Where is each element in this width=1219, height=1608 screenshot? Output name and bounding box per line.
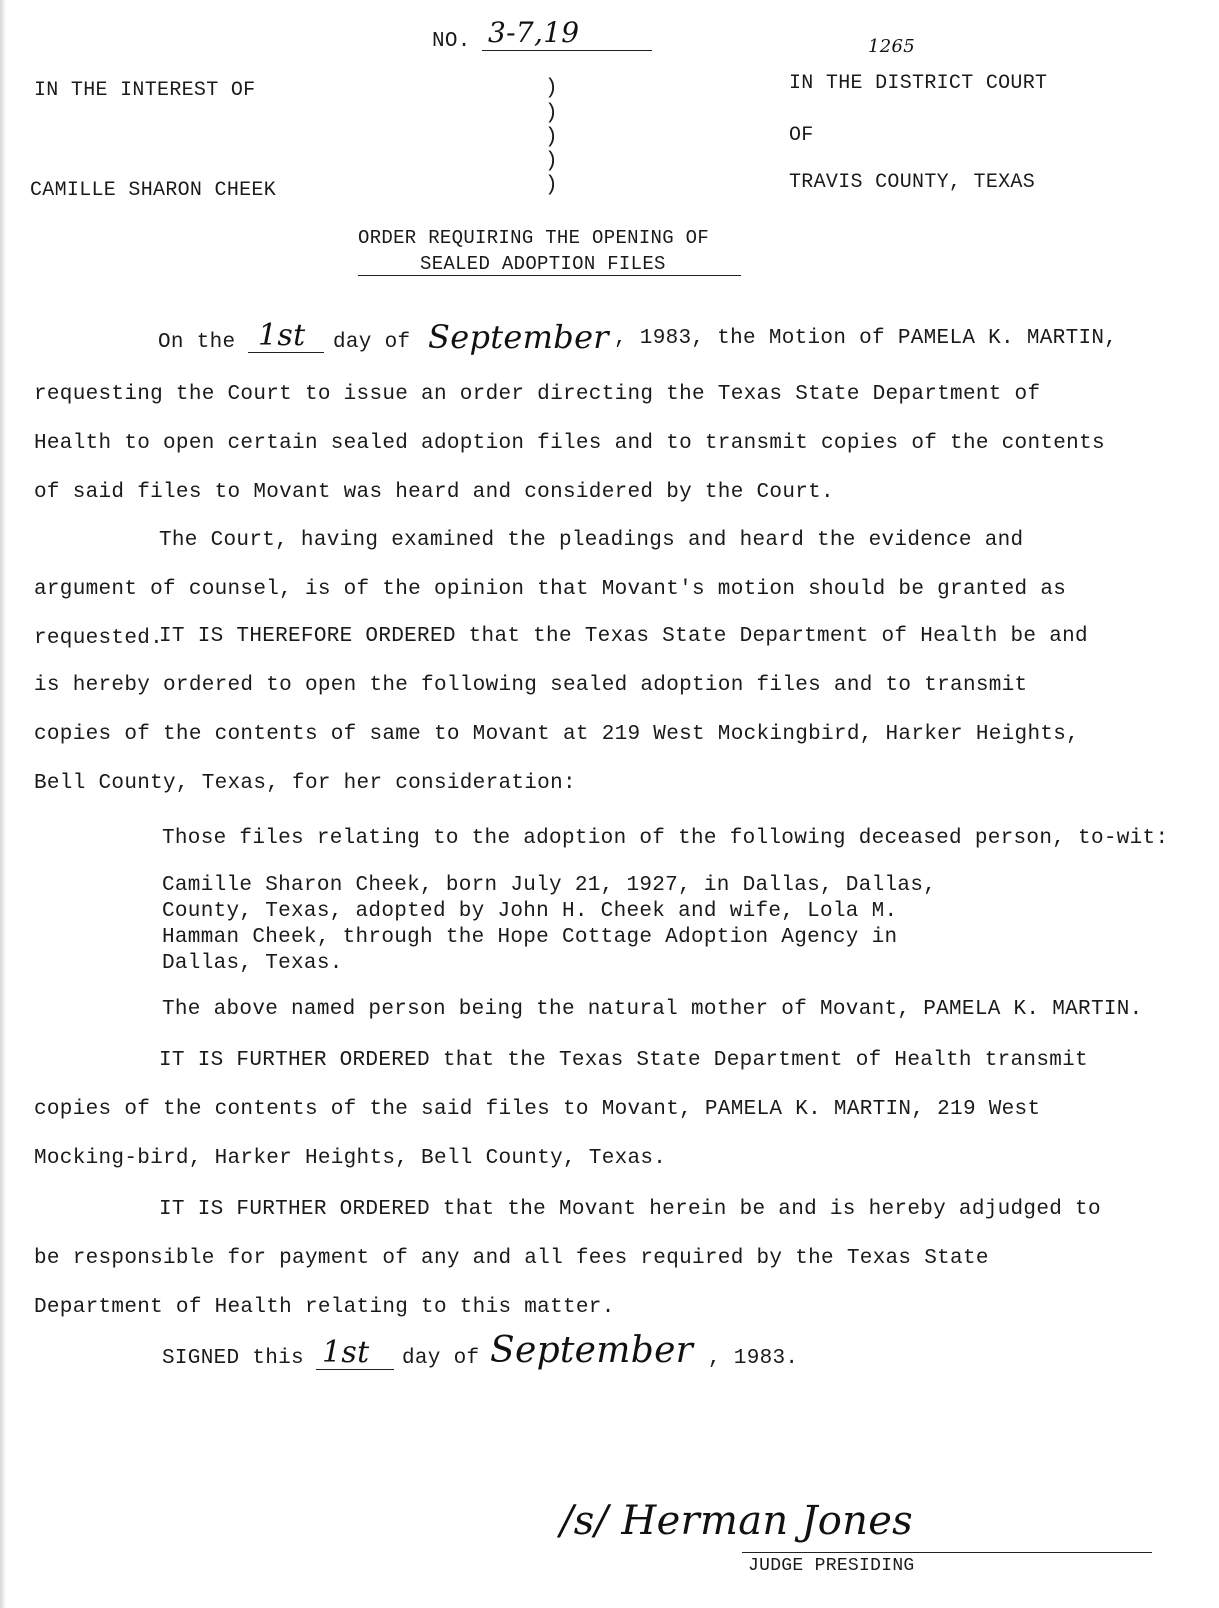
caption-bracket: ) — [545, 126, 558, 149]
para1-month-handwritten: September — [428, 318, 609, 356]
order-title-line1: ORDER REQUIRING THE OPENING OF — [358, 227, 710, 249]
signed-prefix: SIGNED this — [162, 1347, 304, 1370]
margin-note: 1265 — [868, 36, 916, 57]
person-line4: Dallas, Texas. — [162, 952, 343, 975]
para4: Those files relating to the adoption of the following deceased person, to-wit: — [162, 827, 1169, 850]
para1-body: requesting the Court to issue an order directing the Texas State Department of Health to open certain sealed adoption files and to transmit copies of the contents of said files to Movant was heard and considered by the Court. — [34, 383, 1105, 504]
caption-bracket: ) — [545, 77, 558, 100]
signed-month-handwritten: September — [490, 1330, 694, 1371]
para3: IT IS THEREFORE ORDERED that the Texas State Department of Health be and is hereby ordered to open the following sealed adoption files and to transmit copies of the contents of same to Movant at 219 West Mockingbird, Harker Heights, Bell County, Texas, for her consideration: — [34, 625, 1088, 795]
caption-bracket: ) — [545, 102, 558, 125]
signed-mid: day of — [402, 1347, 480, 1370]
judge-signature-handwritten: /s/ Herman Jones — [560, 1498, 914, 1544]
case-number-label: NO. — [432, 30, 471, 53]
caption-bracket: ) — [545, 174, 558, 197]
para1-suffix: , 1983, the Motion of PAMELA K. MARTIN, — [614, 327, 1118, 350]
order-title-line2: SEALED ADOPTION FILES — [420, 253, 666, 275]
para1-day-handwritten: 1st — [258, 318, 306, 353]
signed-suffix: , 1983. — [708, 1347, 799, 1370]
para2: The Court, having examined the pleadings and heard the evidence and argument of counsel, is of the opinion that Movant's motion should be granted as requested. — [34, 529, 1067, 650]
signed-day-handwritten: 1st — [322, 1335, 370, 1370]
para7: IT IS FURTHER ORDERED that the Movant herein be and is hereby adjudged to be responsible for payment of any and all fees required by the Texas State Department of Health relating to this matter. — [34, 1198, 1101, 1319]
person-line1: Camille Sharon Cheek, born July 21, 1927, in Dallas, Dallas, — [162, 874, 937, 897]
signature-line — [742, 1552, 1152, 1553]
caption-right-line2: OF — [789, 124, 814, 147]
caption-left-line2: CAMILLE SHARON CHEEK — [30, 179, 277, 202]
para1-prefix: On the — [158, 331, 236, 354]
person-description — [162, 873, 962, 977]
caption-bracket: ) — [545, 150, 558, 173]
judge-title: JUDGE PRESIDING — [748, 1556, 915, 1576]
scan-edge-shadow — [0, 0, 6, 1608]
case-number-underline — [482, 50, 652, 51]
person-line2: County, Texas, adopted by John H. Cheek and wife, Lola M. — [162, 900, 898, 923]
caption-right-line1: IN THE DISTRICT COURT — [789, 72, 1048, 95]
case-number-value: 3-7,19 — [488, 16, 580, 49]
title-underline — [358, 275, 741, 276]
para5: The above named person being the natural mother of Movant, PAMELA K. MARTIN. — [162, 998, 1143, 1021]
para1-day-line — [248, 352, 324, 353]
caption-left-line1: IN THE INTEREST OF — [34, 79, 256, 102]
para6: IT IS FURTHER ORDERED that the Texas State Department of Health transmit copies of the contents of the said files to Movant, PAMELA K. MARTIN, 219 West Mocking-bird, Harker Heights, Bell County, Texas. — [34, 1049, 1088, 1170]
person-line3: Hamman Cheek, through the Hope Cottage Adoption Agency in — [162, 926, 898, 949]
caption-right-line3: TRAVIS COUNTY, TEXAS — [789, 171, 1036, 194]
signed-day-line — [316, 1369, 394, 1370]
para1-mid: day of — [333, 331, 411, 354]
